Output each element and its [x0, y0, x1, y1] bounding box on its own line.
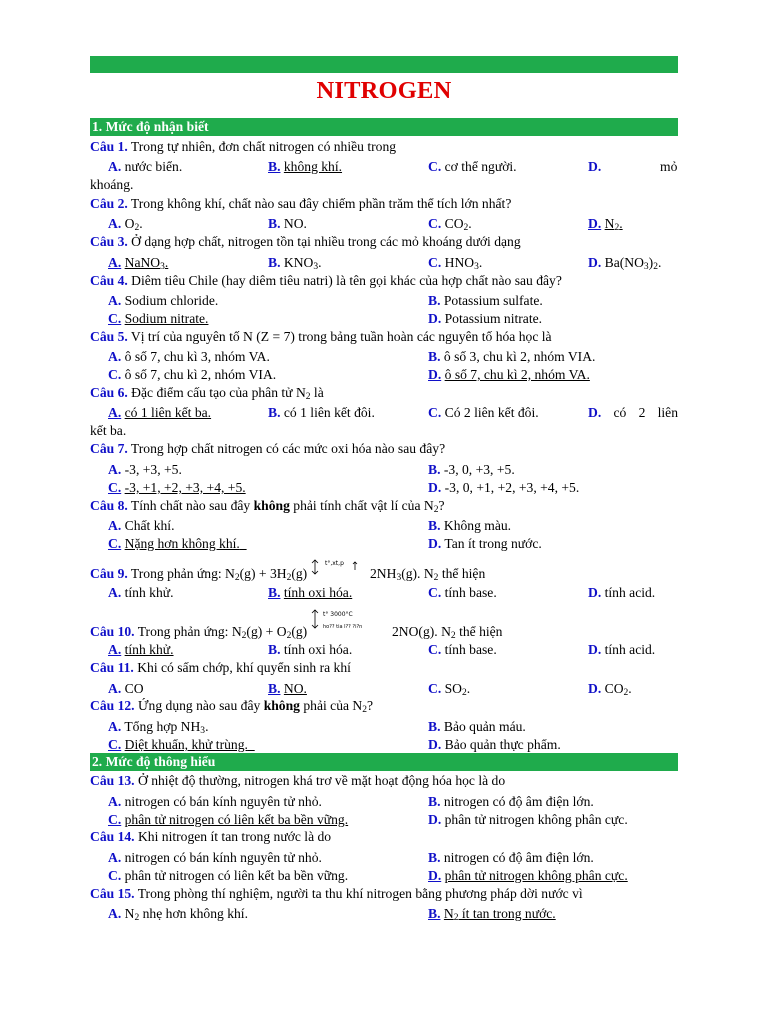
options-q3 — [108, 254, 678, 271]
options-q13-row1 — [108, 793, 678, 810]
option-a[interactable]: A. có 1 liên kết ba. — [108, 405, 212, 420]
question-2: Câu 2. Trong không khí, chất nào sau đây chiếm phần trăm thể tích lớn nhất? — [90, 196, 512, 211]
option-d[interactable]: D. có 2 liên — [588, 405, 679, 420]
option-a[interactable]: A. ô số 7, chu kì 3, nhóm VA. — [108, 349, 270, 364]
option-b[interactable]: B. Potassium sulfate. — [428, 293, 543, 308]
option-b[interactable]: B. nitrogen có độ âm điện lớn. — [428, 794, 594, 809]
option-d[interactable]: D. Tan ít trong nước. — [428, 536, 542, 551]
option-a[interactable]: A. $N_2$ nhẹ hơn không khí. — [108, 906, 248, 923]
option-b[interactable]: B. Không màu. — [428, 518, 512, 533]
options-q10 — [108, 641, 678, 658]
option-b[interactable]: B. Bảo quản máu. — [428, 719, 526, 734]
question-10: Câu 10. Trong phản ứng: $N_2(g) + O_2(g)$ t° 3000°C ho?? tia l?? ?i?n 2NO(g). $N_2$ thể hiện — [90, 611, 503, 641]
option-a[interactable]: A. Tổng hợp $NH_3$. — [108, 719, 209, 736]
option-b[interactable]: B. $N_2$ ít tan trong nước. — [428, 906, 556, 923]
option-c[interactable]: C. $SO_2$. — [428, 681, 471, 698]
option-b[interactable]: B. NO. — [268, 216, 307, 231]
options-q13-row2 — [108, 811, 678, 828]
option-a[interactable]: A. tính khử. — [108, 642, 174, 657]
option-a[interactable]: A. -3, +3, +5. — [108, 462, 182, 477]
option-c[interactable]: C. cơ thể người. — [428, 159, 517, 174]
option-d[interactable]: D. $N_2$. — [588, 216, 623, 233]
option-a[interactable]: A. NaNO$_3$. — [108, 255, 169, 272]
option-b[interactable]: B. -3, 0, +3, +5. — [428, 462, 515, 477]
option-b[interactable]: B. tính oxi hóa. — [268, 585, 353, 600]
options-q9 — [108, 584, 678, 601]
options-q5-row2 — [108, 366, 678, 383]
question-5: Câu 5. Vị trí của nguyên tố N (Z = 7) trong bảng tuần hoàn các nguyên tố hóa học là — [90, 329, 552, 344]
options-q2 — [108, 215, 678, 232]
option-b[interactable]: B. tính oxi hóa. — [268, 642, 353, 657]
option-c[interactable]: C. ô số 7, chu kì 2, nhóm VIA. — [108, 367, 277, 382]
option-c[interactable]: C. Diệt khuẩn, khử trùng. — [108, 737, 248, 752]
option-a[interactable]: A. nitrogen có bán kính nguyên tử nhỏ. — [108, 850, 322, 865]
option-b[interactable]: B. NO. — [268, 681, 307, 696]
svg-text:t°,xt,p: t°,xt,p — [324, 560, 344, 567]
option-c[interactable]: C. $HNO_3$. — [428, 255, 483, 272]
option-b[interactable]: B. $KNO_3$. — [268, 255, 322, 272]
equilibrium-arrow-icon — [311, 562, 367, 582]
option-a[interactable]: A. tính khử. — [108, 585, 174, 600]
option-b[interactable]: B. có 1 liên kết đôi. — [268, 405, 375, 420]
option-d[interactable]: D. phân tử nitrogen không phân cực. — [428, 812, 628, 827]
question-13: Câu 13. Ở nhiệt độ thường, nitrogen khá trơ về mặt hoạt động hóa học là do — [90, 773, 506, 788]
option-c[interactable]: C. phân tử nitrogen có liên kết ba bền vững. — [108, 812, 349, 827]
option-d[interactable]: D. tính acid. — [588, 585, 656, 600]
option-d-continued: kết ba. — [90, 423, 127, 438]
question-3: Câu 3. Ở dạng hợp chất, nitrogen tồn tại nhiều trong các mỏ khoáng dưới dạng — [90, 234, 521, 249]
svg-text:t° 3000°C: t° 3000°C — [322, 611, 353, 618]
option-b[interactable]: B. nitrogen có độ âm điện lớn. — [428, 850, 594, 865]
header-bar — [90, 56, 678, 73]
option-d[interactable]: D. tính acid. — [588, 642, 656, 657]
options-q1: A. nước biển. B. không khí. C. cơ thể người. D. mỏ — [108, 159, 678, 174]
options-q11 — [108, 680, 678, 697]
options-q7-row2 — [108, 479, 678, 496]
question-1: Câu 1. Trong tự nhiên, đơn chất nitrogen có nhiều trong — [90, 139, 397, 154]
option-a[interactable]: A. $O_2$. — [108, 216, 143, 233]
options-q14-row1 — [108, 849, 678, 866]
option-c[interactable]: C. $CO_2$. — [428, 216, 472, 233]
reaction-arrow-icon — [311, 611, 389, 640]
option-a[interactable]: A. CO — [108, 681, 144, 696]
option-a[interactable]: A. Chất khí. — [108, 518, 175, 533]
option-c[interactable]: C. tính base. — [428, 585, 497, 600]
question-11: Câu 11. Khi có sấm chớp, khí quyển sinh ra khí — [90, 660, 351, 675]
option-c[interactable]: C. Có 2 liên kết đôi. — [428, 405, 539, 420]
options-q5-row1 — [108, 348, 678, 365]
options-q7-row1 — [108, 461, 678, 478]
question-9: Câu 9. Trong phản ứng: $N_2(g) + 3H_2(g)$ t°,xt,p $2NH_3(g)$. $N_2$ thể hiện — [90, 560, 486, 583]
option-d-continued: khoáng. — [90, 177, 134, 192]
question-4: Câu 4. Diêm tiêu Chile (hay diêm tiêu natri) là tên gọi khác của hợp chất nào sau đây? — [90, 273, 562, 288]
option-d[interactable]: D. $CO_2$. — [588, 681, 632, 698]
option-c[interactable]: C. phân tử nitrogen có liên kết ba bền vững. — [108, 868, 349, 883]
options-q4-row2 — [108, 310, 678, 327]
options-q14-row2 — [108, 867, 678, 884]
option-b[interactable]: B. ô số 3, chu kì 2, nhóm VIA. — [428, 349, 596, 364]
question-15: Câu 15. Trong phòng thí nghiệm, người ta thu khí nitrogen bằng phương pháp dời nước vì — [90, 886, 583, 901]
option-a[interactable]: A. Sodium chloride. — [108, 293, 219, 308]
question-7: Câu 7. Trong hợp chất nitrogen có các mức oxi hóa nào sau đây? — [90, 441, 446, 456]
page-title: NITROGEN — [316, 77, 452, 104]
option-b[interactable]: B. không khí. — [268, 159, 343, 174]
option-a[interactable]: A. nitrogen có bán kính nguyên tử nhỏ. — [108, 794, 322, 809]
option-d[interactable]: D. ô số 7, chu kì 2, nhóm VA. — [428, 367, 590, 382]
option-d[interactable]: D. — [588, 159, 602, 174]
option-d[interactable]: D. Potassium nitrate. — [428, 311, 543, 326]
option-d[interactable]: D. phân tử nitrogen không phân cực. — [428, 868, 628, 883]
question-6: Câu 6. Đặc điểm cấu tạo của phân tử $N_2$ là — [90, 385, 324, 402]
options-q4-row1 — [108, 292, 678, 309]
option-c[interactable]: C. -3, +1, +2, +3, +4, +5. — [108, 480, 246, 495]
option-d[interactable]: D. -3, 0, +1, +2, +3, +4, +5. — [428, 480, 580, 495]
options-q12-row2 — [108, 736, 678, 753]
options-q12-row1 — [108, 718, 678, 735]
option-d[interactable]: D. $Ba(NO_3)_2$. — [588, 255, 662, 272]
options-q8-row1 — [108, 517, 678, 534]
options-q6 — [108, 404, 678, 421]
section-header: 2. Mức độ thông hiểu — [90, 753, 678, 771]
option-c[interactable]: C. Nặng hơn không khí. — [108, 536, 240, 551]
option-a[interactable]: A. nước biển. — [108, 159, 183, 174]
options-q8-row2 — [108, 535, 678, 552]
options-q15 — [108, 905, 678, 922]
section-header: 1. Mức độ nhận biết — [90, 118, 678, 136]
question-8: Câu 8. Tính chất nào sau đây không phải tính chất vật lí của $N_2$? — [90, 498, 445, 515]
question-12: Câu 12. Ứng dụng nào sau đây không phải của $N_2$? — [90, 698, 374, 715]
option-c[interactable]: C. Sodium nitrate. — [108, 311, 209, 326]
option-d[interactable]: D. Bảo quản thực phẩm. — [428, 737, 561, 752]
option-c[interactable]: C. tính base. — [428, 642, 497, 657]
question-14: Câu 14. Khi nitrogen ít tan trong nước là do — [90, 829, 332, 844]
svg-text:ho?? tia l?? ?i?n: ho?? tia l?? ?i?n — [322, 624, 362, 630]
